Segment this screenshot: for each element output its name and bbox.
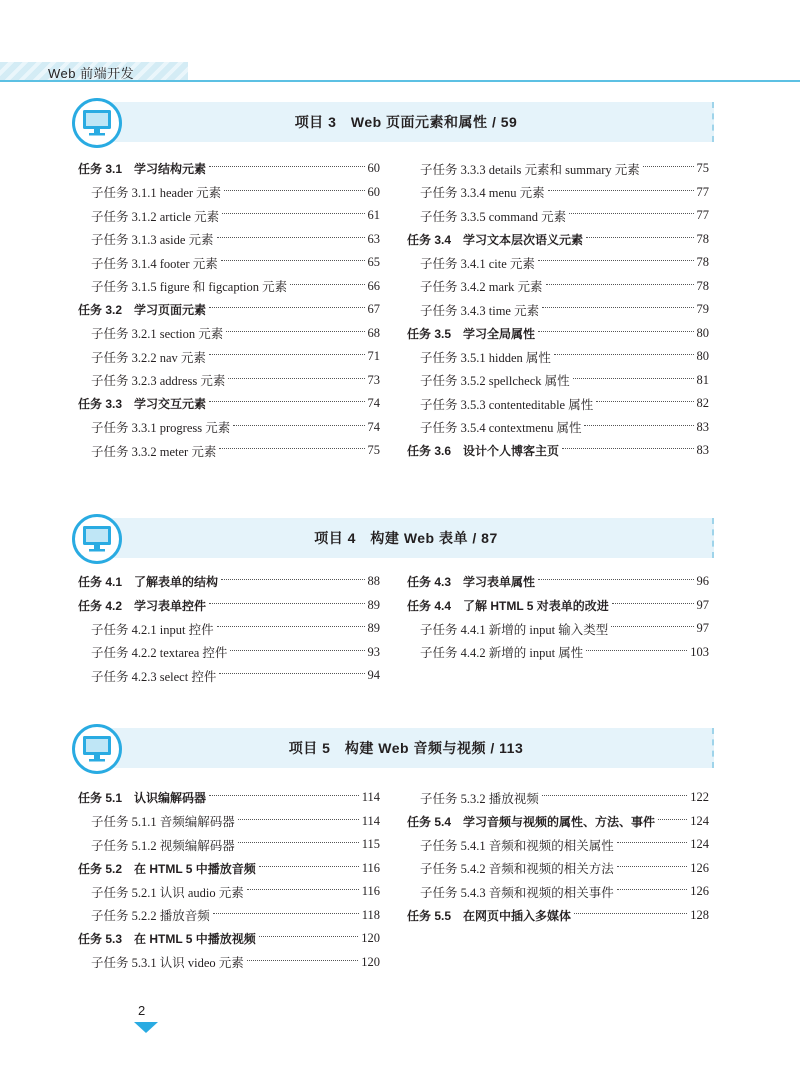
dot-leader: [611, 626, 693, 627]
toc-subtask-entry: [78, 416, 380, 440]
toc-subtask-entry: [78, 880, 380, 904]
toc-page-number: 75: [696, 161, 709, 176]
dot-leader: [219, 673, 364, 674]
toc-page-number: 65: [367, 255, 380, 270]
dot-leader: [230, 650, 364, 651]
dot-leader: [584, 425, 693, 426]
toc-subtask-entry: [407, 641, 709, 665]
section-banner-project-4: [72, 514, 720, 570]
toc-entry-label: 任务 5.5 在网页中插入多媒体: [407, 908, 572, 923]
toc-entry-label: 任务 4.4 了解 HTML 5 对表单的改进: [407, 598, 609, 613]
section-banner-project-5: [72, 724, 720, 780]
book-title: Web 前端开发: [48, 66, 135, 81]
triangle-down-icon: [134, 1022, 158, 1033]
toc-entry-label: 任务 4.3 学习表单属性: [407, 575, 536, 590]
dot-leader: [221, 260, 365, 261]
dot-leader: [538, 331, 693, 332]
section-title: 项目 3 Web 页面元素和属性 / 59: [294, 114, 518, 130]
toc-page-number: 68: [367, 325, 380, 340]
toc-entry-label: 子任务 4.4.2 新增的 input 属性: [420, 646, 584, 661]
toc-page-number: 80: [696, 349, 709, 364]
toc-entry-label: 子任务 3.1.4 footer 元素: [91, 256, 218, 271]
dot-leader: [247, 889, 359, 890]
toc-subtask-entry: [407, 275, 709, 299]
toc-entry-label: 子任务 4.2.2 textarea 控件: [91, 646, 228, 661]
toc-subtask-entry: [78, 664, 380, 688]
toc-page-number: 122: [690, 790, 709, 805]
toc-page-number: 103: [690, 644, 709, 659]
dot-leader: [538, 260, 694, 261]
toc-entry-label: 子任务 3.1.3 aside 元素: [91, 233, 214, 248]
toc-column-left: [78, 570, 380, 688]
toc-entry-label: 任务 3.6 设计个人博客主页: [407, 444, 560, 459]
dot-leader: [219, 448, 364, 449]
dot-leader: [259, 866, 359, 867]
toc-page-number: 97: [696, 597, 709, 612]
toc-subtask-entry: [407, 369, 709, 393]
toc-column-right: [407, 570, 709, 664]
toc-page-number: 63: [367, 231, 380, 246]
toc-entry-label: 子任务 5.3.2 播放视频: [420, 791, 539, 806]
dot-leader: [573, 378, 694, 379]
dot-leader: [658, 819, 687, 820]
dot-leader: [238, 842, 359, 843]
dot-leader: [217, 626, 365, 627]
toc-subtask-entry: [78, 641, 380, 665]
toc-task-entry: [407, 228, 709, 252]
toc-entry-label: 子任务 3.3.1 progress 元素: [91, 421, 231, 436]
toc-entry-label: 子任务 3.3.4 menu 元素: [420, 186, 545, 201]
toc-page-number: 116: [361, 884, 380, 899]
toc-entry-label: 任务 5.2 在 HTML 5 中播放音频: [78, 861, 256, 876]
toc-page-number: 116: [361, 860, 380, 875]
toc-page-number: 115: [361, 837, 380, 852]
dot-leader: [586, 650, 687, 651]
dot-leader: [546, 284, 694, 285]
dot-leader: [233, 425, 364, 426]
toc-task-entry: [78, 786, 380, 810]
toc-page-number: 124: [690, 837, 709, 852]
toc-subtask-entry: [407, 298, 709, 322]
toc-page-number: 79: [696, 302, 709, 317]
toc-entry-label: 任务 5.1 认识编解码器: [78, 791, 207, 806]
toc-entry-label: 子任务 3.5.1 hidden 属性: [420, 350, 551, 365]
toc-subtask-entry: [78, 810, 380, 834]
dot-leader: [213, 913, 359, 914]
toc-page-number: 78: [696, 255, 709, 270]
dot-leader: [538, 579, 693, 580]
toc-column-right: [407, 786, 709, 927]
dot-leader: [217, 237, 365, 238]
dot-leader: [238, 819, 359, 820]
toc-subtask-entry: [407, 157, 709, 181]
toc-task-entry: [78, 570, 380, 594]
toc-page-number: 75: [367, 443, 380, 458]
toc-page-number: 77: [696, 184, 709, 199]
dot-leader: [209, 307, 364, 308]
toc-page-number: 73: [367, 372, 380, 387]
toc-subtask-entry: [78, 833, 380, 857]
page-number: 2: [138, 1003, 146, 1018]
toc-entry-label: 子任务 3.2.3 address 元素: [91, 374, 226, 389]
toc-page-number: 67: [367, 302, 380, 317]
toc-subtask-entry: [407, 251, 709, 275]
toc-subtask-entry: [78, 439, 380, 463]
toc-subtask-entry: [407, 392, 709, 416]
toc-entry-label: 任务 3.2 学习页面元素: [78, 303, 207, 318]
dot-leader: [554, 354, 694, 355]
toc-page-number: 114: [361, 790, 380, 805]
toc-task-entry: [407, 904, 709, 928]
dot-leader: [617, 866, 687, 867]
dot-leader: [209, 795, 359, 796]
toc-entry-label: 子任务 3.5.4 contextmenu 属性: [420, 421, 582, 436]
toc-page-number: 114: [361, 813, 380, 828]
dot-leader: [226, 331, 364, 332]
toc-entry-label: 子任务 5.2.2 播放音频: [91, 909, 210, 924]
toc-task-entry: [407, 570, 709, 594]
toc-entry-label: 子任务 3.4.3 time 元素: [420, 303, 540, 318]
dot-leader: [228, 378, 364, 379]
toc-subtask-entry: [78, 617, 380, 641]
dot-leader: [542, 307, 693, 308]
toc-subtask-entry: [407, 617, 709, 641]
toc-entry-label: 子任务 3.3.3 details 元素和 summary 元素: [420, 162, 640, 177]
toc-page-number: 74: [367, 419, 380, 434]
toc-subtask-entry: [78, 181, 380, 205]
toc-task-entry: [407, 322, 709, 346]
toc-task-entry: [78, 594, 380, 618]
toc-subtask-entry: [407, 181, 709, 205]
toc-entry-label: 任务 3.3 学习交互元素: [78, 397, 207, 412]
dot-leader: [290, 284, 364, 285]
toc-task-entry: [78, 857, 380, 881]
toc-subtask-entry: [78, 322, 380, 346]
dot-leader: [224, 190, 364, 191]
dot-leader: [548, 190, 694, 191]
toc-entry-label: 任务 4.1 了解表单的结构: [78, 575, 219, 590]
toc-entry-label: 子任务 4.2.1 input 控件: [91, 622, 214, 637]
toc-entry-label: 子任务 3.1.5 figure 和 figcaption 元素: [91, 280, 288, 295]
toc-subtask-entry: [78, 951, 380, 975]
section-title: 项目 5 构建 Web 音频与视频 / 113: [288, 740, 524, 756]
running-header: [0, 62, 800, 82]
toc-entry-label: 子任务 3.5.2 spellcheck 属性: [420, 374, 570, 389]
toc-subtask-entry: [78, 204, 380, 228]
toc-page-number: 89: [367, 597, 380, 612]
toc-task-entry: [78, 157, 380, 181]
toc-subtask-entry: [407, 786, 709, 810]
toc-page-number: 60: [367, 184, 380, 199]
toc-subtask-entry: [78, 251, 380, 275]
toc-entry-label: 任务 5.4 学习音频与视频的属性、方法、事件: [407, 814, 656, 829]
toc-page-number: 83: [696, 443, 709, 458]
dot-leader: [209, 354, 365, 355]
toc-page-number: 61: [367, 208, 380, 223]
toc-entry-label: 子任务 3.5.3 contenteditable 属性: [420, 397, 594, 412]
toc-page-number: 94: [367, 668, 380, 683]
toc-subtask-entry: [407, 833, 709, 857]
toc-entry-label: 任务 3.5 学习全局属性: [407, 326, 536, 341]
toc-entry-label: 子任务 5.4.2 音频和视频的相关方法: [420, 862, 614, 877]
toc-page-number: 78: [696, 278, 709, 293]
toc-entry-label: 子任务 5.2.1 认识 audio 元素: [91, 885, 244, 900]
toc-page-number: 88: [367, 574, 380, 589]
toc-page-number: 89: [367, 621, 380, 636]
dot-leader: [259, 936, 358, 937]
toc-entry-label: 子任务 5.3.1 认识 video 元素: [91, 956, 244, 971]
dot-leader: [542, 795, 687, 796]
dot-leader: [209, 401, 364, 402]
toc-entry-label: 子任务 3.3.5 command 元素: [420, 209, 567, 224]
toc-entry-label: 子任务 3.1.1 header 元素: [91, 186, 222, 201]
toc-subtask-entry: [78, 904, 380, 928]
toc-page-number: 80: [696, 325, 709, 340]
toc-task-entry: [78, 927, 380, 951]
toc-entry-label: 子任务 4.4.1 新增的 input 输入类型: [420, 622, 609, 637]
dot-leader: [617, 842, 687, 843]
dot-leader: [562, 448, 693, 449]
dot-leader: [209, 603, 364, 604]
toc-page-number: 82: [696, 396, 709, 411]
toc-entry-label: 子任务 3.4.1 cite 元素: [420, 256, 535, 271]
toc-entry-label: 子任务 5.1.2 视频编解码器: [91, 838, 235, 853]
dot-leader: [574, 913, 687, 914]
toc-page-number: 120: [361, 954, 380, 969]
toc-page-number: 97: [696, 621, 709, 636]
toc-entry-label: 子任务 3.1.2 article 元素: [91, 209, 220, 224]
toc-entry-label: 子任务 3.4.2 mark 元素: [420, 280, 543, 295]
toc-page-number: 126: [690, 860, 709, 875]
toc-page-number: 60: [367, 161, 380, 176]
toc-page-number: 66: [367, 278, 380, 293]
toc-subtask-entry: [407, 416, 709, 440]
toc-task-entry: [407, 439, 709, 463]
dot-leader: [586, 237, 693, 238]
toc-task-entry: [407, 810, 709, 834]
toc-task-entry: [78, 298, 380, 322]
toc-subtask-entry: [407, 345, 709, 369]
toc-entry-label: 子任务 3.2.2 nav 元素: [91, 350, 206, 365]
toc-entry-label: 子任务 5.4.3 音频和视频的相关事件: [420, 885, 614, 900]
dot-leader: [221, 579, 364, 580]
toc-page-number: 81: [696, 372, 709, 387]
toc-subtask-entry: [78, 369, 380, 393]
dot-leader: [569, 213, 693, 214]
dot-leader: [222, 213, 364, 214]
toc-task-entry: [78, 392, 380, 416]
toc-page-number: 74: [367, 396, 380, 411]
toc-page-number: 128: [690, 907, 709, 922]
toc-task-entry: [407, 594, 709, 618]
dot-leader: [209, 166, 364, 167]
toc-subtask-entry: [407, 204, 709, 228]
toc-entry-label: 任务 3.1 学习结构元素: [78, 162, 207, 177]
toc-entry-label: 子任务 3.2.1 section 元素: [91, 327, 224, 342]
toc-column-left: [78, 786, 380, 974]
toc-page-number: 126: [690, 884, 709, 899]
dot-leader: [643, 166, 694, 167]
toc-page-number: 93: [367, 644, 380, 659]
toc-column-left: [78, 157, 380, 463]
toc-subtask-entry: [78, 228, 380, 252]
dot-leader: [617, 889, 687, 890]
toc-page-number: 83: [696, 419, 709, 434]
toc-page-number: 124: [690, 813, 709, 828]
dot-leader: [612, 603, 694, 604]
toc-page-number: 120: [361, 931, 380, 946]
section-title: 项目 4 构建 Web 表单 / 87: [314, 530, 498, 546]
toc-entry-label: 子任务 5.1.1 音频编解码器: [91, 815, 235, 830]
toc-page-number: 118: [361, 907, 380, 922]
toc-page-number: 96: [696, 574, 709, 589]
toc-entry-label: 子任务 5.4.1 音频和视频的相关属性: [420, 838, 614, 853]
toc-subtask-entry: [78, 275, 380, 299]
toc-subtask-entry: [407, 857, 709, 881]
toc-subtask-entry: [407, 880, 709, 904]
toc-entry-label: 子任务 3.3.2 meter 元素: [91, 444, 217, 459]
toc-entry-label: 任务 5.3 在 HTML 5 中播放视频: [78, 932, 256, 947]
dot-leader: [247, 960, 358, 961]
toc-entry-label: 任务 4.2 学习表单控件: [78, 598, 207, 613]
section-banner-project-3: [72, 98, 720, 154]
toc-page-number: 78: [696, 231, 709, 246]
toc-subtask-entry: [78, 345, 380, 369]
toc-page-number: 77: [696, 208, 709, 223]
toc-column-right: [407, 157, 709, 463]
dot-leader: [596, 401, 693, 402]
toc-entry-label: 子任务 4.2.3 select 控件: [91, 669, 217, 684]
toc-page-number: 71: [367, 349, 380, 364]
toc-entry-label: 任务 3.4 学习文本层次语义元素: [407, 232, 584, 247]
